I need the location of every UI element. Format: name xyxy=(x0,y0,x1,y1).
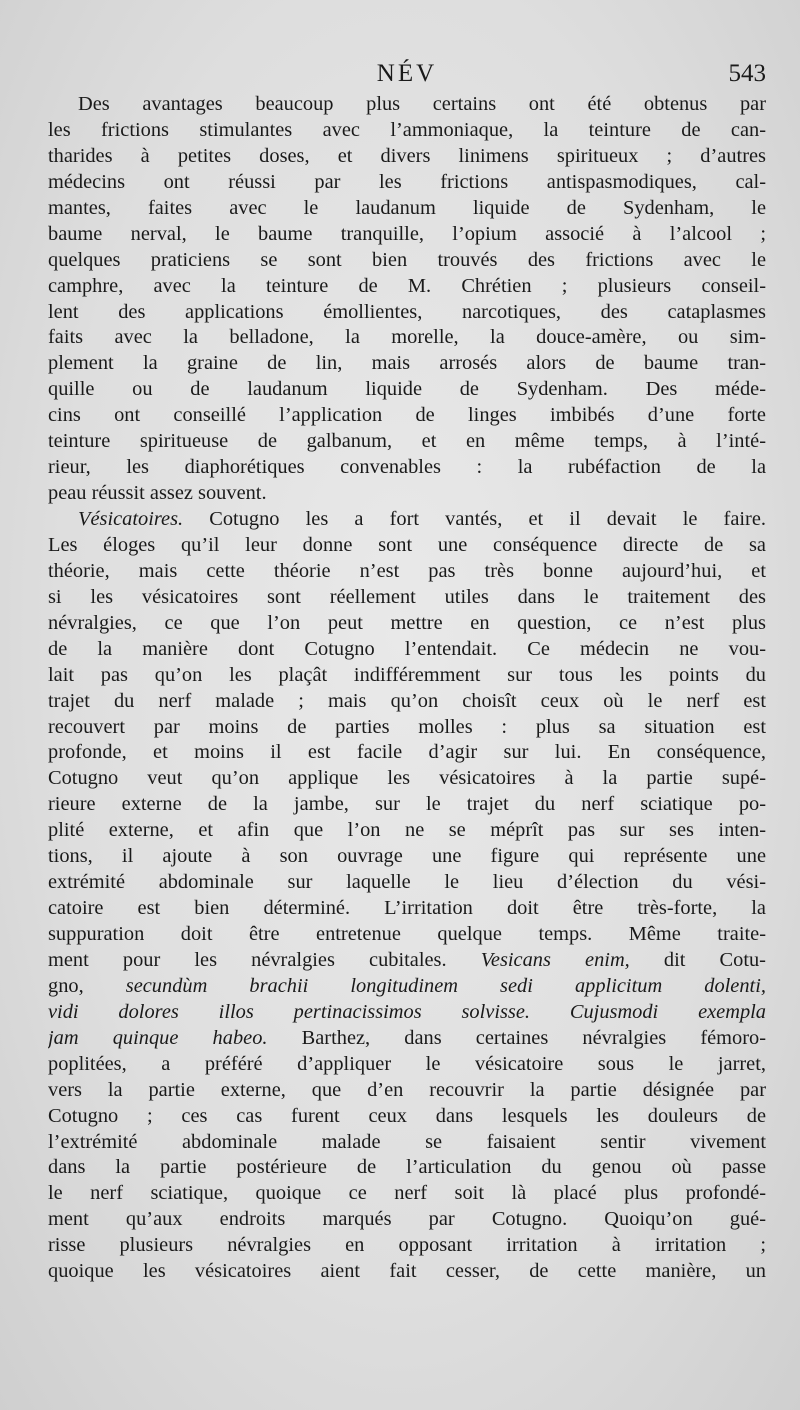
text-run: gno, xyxy=(48,974,84,997)
text-line: poplitées, a préféré d’appliquer le vésicatoire sous le jarret, xyxy=(48,1052,766,1075)
paragraph-1 xyxy=(48,92,766,507)
text-line: les frictions stimulantes avec l’ammoniaque, la teinture de can- xyxy=(48,118,766,141)
text-line: plité externe, et afin que l’on ne se méprît pas sur ses inten- xyxy=(48,819,766,842)
text-line: teinture spiritueuse de galbanum, et en même temps, à l’inté- xyxy=(48,430,766,453)
text-line: l’extrémité abdominale malade se faisaient sentir vivement xyxy=(48,1130,766,1153)
paragraph-2 xyxy=(48,507,766,1285)
latin-quote: jam quinque habeo. xyxy=(48,1026,268,1049)
text-line: mantes, faites avec le laudanum liquide de Sydenham, le xyxy=(48,196,766,219)
text-line: ment qu’aux endroits marqués par Cotugno. Quoiqu’on gué- xyxy=(48,1208,766,1231)
text-line: quille ou de laudanum liquide de Sydenham. Des méde- xyxy=(48,378,766,401)
text-line: de la manière dont Cotugno l’entendait. Ce médecin ne vou- xyxy=(48,637,766,660)
text-run: dit Cotu- xyxy=(663,948,766,971)
latin-quote: secundùm brachii longitudinem sedi applicitum dolenti, xyxy=(125,974,766,997)
text-line: rieur, les diaphorétiques convenables : la rubéfaction de la xyxy=(48,456,766,479)
page-number: 543 xyxy=(728,60,766,87)
text-line: cins ont conseillé l’application de linges imbibés d’une forte xyxy=(48,404,766,427)
text-line: baume nerval, le baume tranquille, l’opium associé à l’alcool ; xyxy=(48,222,766,245)
text-line: extrémité abdominale sur laquelle le lieu d’élection du vési- xyxy=(48,871,766,894)
text-line xyxy=(48,948,766,974)
text-line: si les vésicatoires sont réellement utiles dans le traitement des xyxy=(48,585,766,608)
latin-quote: vidi dolores illos pertinacissimos solvisse. Cujusmodi exempla xyxy=(48,1000,766,1023)
text-line: théorie, mais cette théorie n’est pas très bonne aujourd’hui, et xyxy=(48,559,766,582)
text-line: trajet du nerf malade ; mais qu’on choisît ceux où le nerf est xyxy=(48,689,766,712)
text-line: lait pas qu’on les plaçât indifféremment sur tous les points du xyxy=(48,663,766,686)
text-line: médecins ont réussi par les frictions antispasmodiques, cal- xyxy=(48,170,766,193)
text-line: plement la graine de lin, mais arrosés alors de baume tran- xyxy=(48,352,766,375)
text-line: Cotugno ; ces cas furent ceux dans lesquels les douleurs de xyxy=(48,1104,766,1127)
text-line: tions, il ajoute à son ouvrage une figure qui représente une xyxy=(48,845,766,868)
text-line: le nerf sciatique, quoique ce nerf soit là placé plus profondé- xyxy=(48,1182,766,1205)
text-line: Des avantages beaucoup plus certains ont été obtenus par xyxy=(78,93,766,115)
text-line: tharides à petites doses, et divers linimens spiritueux ; d’autres xyxy=(48,144,766,167)
text-line: risse plusieurs névralgies en opposant irritation à irritation ; xyxy=(48,1234,766,1257)
text-line: suppuration doit être entretenue quelque temps. Même traite- xyxy=(48,923,766,945)
text-line xyxy=(48,974,766,1000)
text-line: faits avec la belladone, la morelle, la douce-amère, ou sim- xyxy=(48,326,766,349)
text-line: Les éloges qu’il leur donne sont une conséquence directe de sa xyxy=(48,533,766,556)
text-line: lent des applications émollientes, narcotiques, des cataplasmes xyxy=(48,300,766,323)
text-line: catoire est bien déterminé. L’irritation doit être très-forte, la xyxy=(48,897,766,920)
text-line: quoique les vésicatoires aient fait cesser, de cette manière, un xyxy=(48,1260,766,1283)
text-line: camphre, avec la teinture de M. Chrétien ; plusieurs conseil- xyxy=(48,274,766,297)
text-line: peau réussit assez souvent. xyxy=(48,482,267,505)
text-line: vers la partie externe, que d’en recouvrir la partie désignée par xyxy=(48,1078,766,1101)
latin-quote: Vesicans enim, xyxy=(480,948,630,971)
text-line: recouvert par moins de parties molles : plus sa situation est xyxy=(48,715,766,738)
text-line: quelques praticiens se sont bien trouvés des frictions avec le xyxy=(48,248,766,271)
text-line: dans la partie postérieure de l’articulation du genou où passe xyxy=(48,1156,766,1179)
page-header xyxy=(48,58,766,92)
text-run: ment pour les névralgies cubitales. xyxy=(48,948,447,971)
text-line: rieure externe de la jambe, sur le trajet du nerf sciatique po- xyxy=(48,793,766,816)
body-text xyxy=(48,92,766,1285)
text-line xyxy=(48,1026,766,1052)
text-run: Cotugno les a fort vantés, et il devait le faire. xyxy=(209,508,766,530)
text-line: Cotugno veut qu’on applique les vésicatoires à la partie supé- xyxy=(48,767,766,790)
text-run: Barthez, dans certaines névralgies fémoro- xyxy=(301,1026,766,1049)
running-head: NÉV xyxy=(376,60,438,87)
text-line xyxy=(48,507,766,533)
text-line: profonde, et moins il est facile d’agir sur lui. En conséquence, xyxy=(48,741,766,764)
text-line: névralgies, ce que l’on peut mettre en question, ce n’est plus xyxy=(48,611,766,634)
section-lead-italic: Vésicatoires. xyxy=(78,508,184,530)
